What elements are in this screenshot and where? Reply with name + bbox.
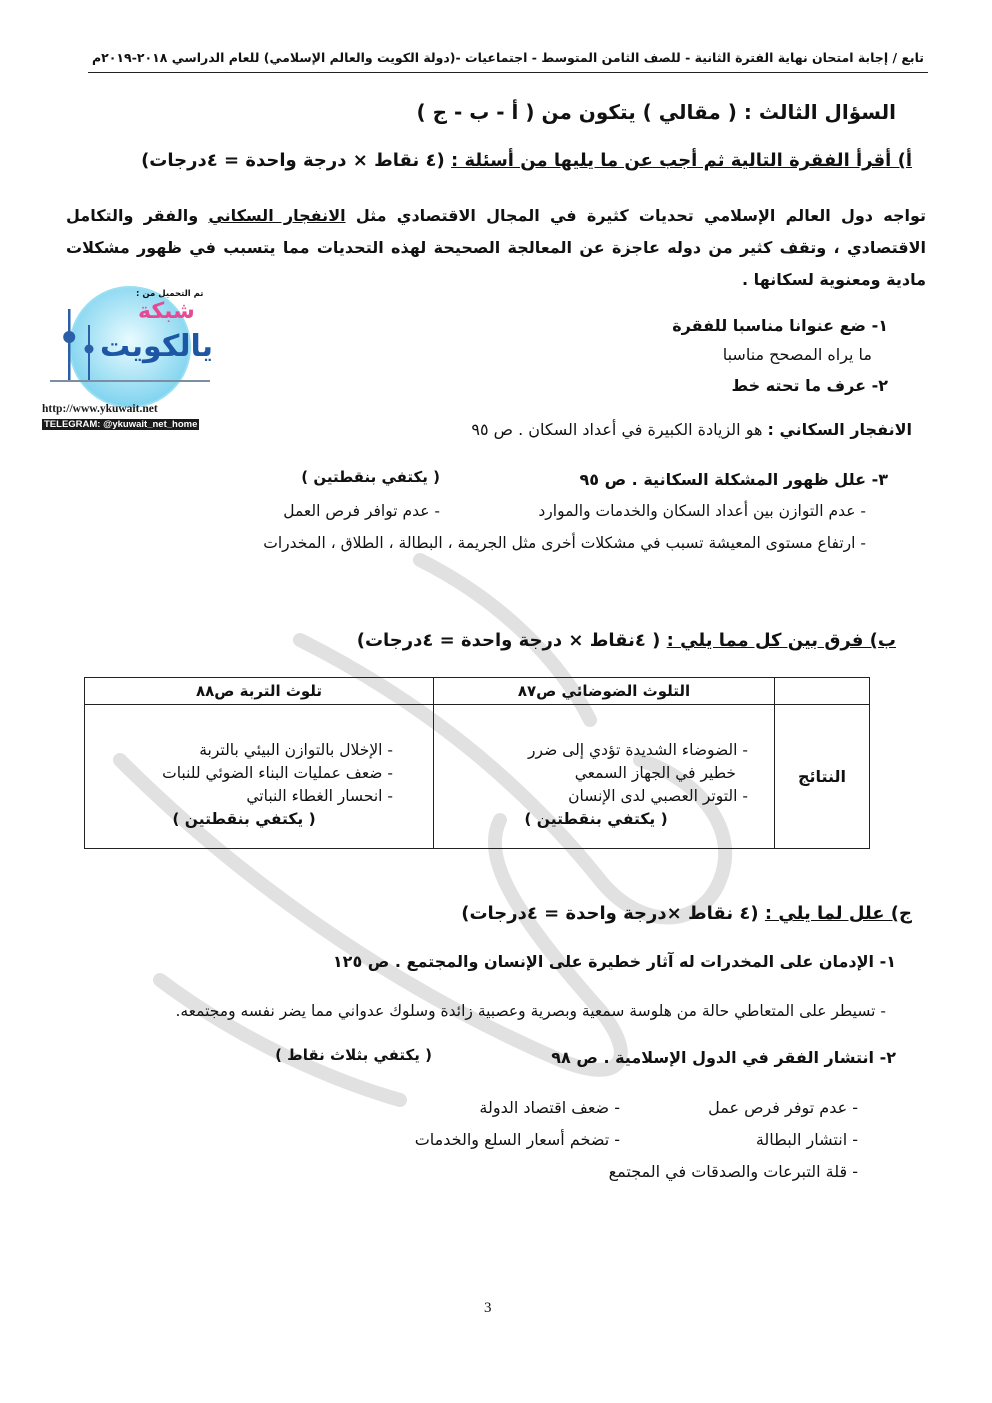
a3-item-2-text: عدم توافر فرص العمل — [283, 502, 430, 520]
table-header-row — [85, 678, 870, 705]
poverty-cause-5-text: قلة التبرعات والصدقات في المجتمع — [608, 1162, 848, 1181]
soil-item-1: - الإخلال بالتوازن البيئي بالتربة — [199, 741, 393, 759]
logo-caption: تم التحميل من : — [136, 289, 204, 299]
table-cell-noise — [434, 705, 775, 849]
page-number: 3 — [484, 1300, 492, 1316]
table-header-soil: تلوث التربة ص٨٨ — [85, 678, 434, 705]
a3-item-3-text: ارتفاع مستوى المعيشة تسبب في مشكلات أخرى مثل الجريمة ، البطالة ، الطلاق ، المخدرات — [263, 534, 856, 552]
part-b-marks: ( ٤نقاط × درجة واحدة = ٤درجات) — [356, 630, 661, 651]
part-c-heading-text: ج) علل لما يلي : — [764, 903, 912, 924]
paragraph-underlined-term: الانفجار السكاني — [208, 206, 346, 225]
definition-text: هو الزيادة الكبيرة في أعداد السكان . ص ٩٥ — [471, 420, 763, 439]
part-a-q3-note: ( يكتفي بنقطتين ) — [301, 468, 440, 486]
noise-item-1-text: الضوضاء الشديدة تؤدي إلى ضرر — [528, 741, 738, 759]
logo-url: http://www.ykuwait.net — [42, 403, 158, 415]
noise-item-1-cont — [444, 762, 748, 785]
table-header-noise: التلوث الضوضائي ص٨٧ — [434, 678, 775, 705]
part-a-heading — [141, 150, 912, 171]
soil-item-2: - ضعف عمليات البناء الضوئي للنبات — [162, 764, 393, 782]
soil-item-3-text: انحسار الغطاء النباتي — [246, 787, 383, 805]
header-divider — [88, 72, 928, 73]
noise-item-2: - التوتر العصبي لدى الإنسان — [568, 787, 748, 805]
poverty-cause-5: - قلة التبرعات والصدقات في المجتمع — [608, 1162, 858, 1181]
table-row-label: النتائج — [775, 705, 870, 849]
part-a-marks: (٤ نقاط × درجة واحدة = ٤درجات) — [141, 150, 445, 171]
part-c-marks: (٤ نقاط ×درجة واحدة = ٤درجات) — [461, 903, 759, 924]
comparison-table — [84, 677, 870, 849]
paragraph-pre: تواجه دول العالم الإسلامي تحديات كثيرة في المجال الاقتصادي مثل — [345, 206, 927, 225]
noise-note: ( يكتفي بنقطتين ) — [524, 810, 668, 828]
poverty-cause-4: - تضخم أسعار السلع والخدمات — [414, 1130, 620, 1149]
part-c-q2-note: ( يكتفي بثلاث نقاط ) — [275, 1046, 432, 1064]
part-c-a1-text: تسيطر على المتعاطي حالة من هلوسة سمعية وبصرية وعصبية زائدة وسلوك عدواني مما يضر نفسه ومجتمعه. — [175, 1002, 876, 1020]
noise-item-1: - الضوضاء الشديدة تؤدي إلى ضرر — [528, 741, 748, 759]
poverty-cause-1: - عدم توفر فرص عمل — [708, 1098, 858, 1117]
part-c-heading — [461, 903, 912, 924]
paragraph-post: والفقر والتكامل الاقتصادي ، وتقف كثير من دوله عاجزة عن المعالجة الصحيحة لهذه التحديات مما يتسبب في ظهور مشكلات مادية ومعنوية لسكانها . — [66, 206, 926, 289]
poverty-cause-1-text: عدم توفر فرص عمل — [708, 1098, 848, 1117]
soil-note: ( يكتفي بنقطتين ) — [172, 810, 316, 828]
part-a-heading-text: أ) أقرأ الفقرة التالية ثم أجب عن ما يليها من أسئلة : — [451, 150, 912, 171]
part-c-q1: ١- الإدمان على المخدرات له آثار خطيرة على الإنسان والمجتمع . ص ١٢٥ — [332, 952, 896, 971]
part-b-heading-text: ب) فرق بين كل مما يلي : — [666, 630, 896, 651]
a3-item-1-text: عدم التوازن بين أعداد السكان والخدمات والموارد — [538, 502, 856, 520]
part-a-a1: ما يراه المصحح مناسبا — [722, 345, 872, 364]
part-a-q1: ١- ضع عنوانا مناسبا للفقرة — [672, 316, 888, 335]
noise-item-2-text: التوتر العصبي لدى الإنسان — [568, 787, 738, 805]
logo-telegram: TELEGRAM: @ykuwait_net_home — [44, 419, 198, 430]
site-logo — [40, 285, 218, 435]
table-row — [85, 705, 870, 849]
soil-item-2-text: ضعف عمليات البناء الضوئي للنبات — [162, 764, 383, 782]
poverty-cause-4-text: تضخم أسعار السلع والخدمات — [414, 1130, 610, 1149]
part-a-a3-item-1: - عدم التوازن بين أعداد السكان والخدمات والموارد — [538, 502, 866, 520]
part-b-heading — [357, 630, 896, 651]
poverty-cause-2: - ضعف اقتصاد الدولة — [479, 1098, 620, 1117]
table-corner-cell — [775, 678, 870, 705]
question-title: السؤال الثالث : ( مقالي ) يتكون من ( أ - ب - ج ) — [416, 100, 896, 124]
soil-item-1-text: الإخلال بالتوازن البيئي بالتربة — [199, 741, 383, 759]
page-header: تابع / إجابة امتحان نهاية الفترة الثانية - للصف الثامن المتوسط - اجتماعيات -(دولة الكويت والعالم الإسلامي) للعام الدراسي ٢٠١٨-٢٠١٩م — [91, 50, 924, 65]
poverty-cause-3-text: انتشار البطالة — [755, 1130, 848, 1149]
part-a-q3: ٣- علل ظهور المشكلة السكانية . ص ٩٥ — [579, 470, 888, 489]
table-cell-soil — [85, 705, 434, 849]
noise-item-1-cont-text: خطير في الجهاز السمعي — [574, 764, 736, 782]
part-a-a3-item-3: - ارتفاع مستوى المعيشة تسبب في مشكلات أخرى مثل الجريمة ، البطالة ، الطلاق ، المخدرات — [263, 534, 866, 552]
part-a-a3-item-2: - عدم توافر فرص العمل — [283, 502, 440, 520]
definition-term: الانفجار السكاني : — [767, 420, 912, 439]
part-a-paragraph — [66, 200, 926, 296]
part-a-a2 — [471, 420, 912, 439]
soil-item-3: - انحسار الغطاء النباتي — [246, 787, 393, 805]
poverty-cause-2-text: ضعف اقتصاد الدولة — [479, 1098, 610, 1117]
part-c-q2: ٢- انتشار الفقر في الدول الإسلامية . ص ٩٨ — [551, 1048, 896, 1067]
part-c-a1: - تسيطر على المتعاطي حالة من هلوسة سمعية وبصرية وعصبية زائدة وسلوك عدواني مما يضر نفسه ومجتمعه. — [175, 1002, 886, 1020]
part-a-q2: ٢- عرف ما تحته خط — [731, 376, 888, 395]
logo-brand-main: يالكويت — [100, 329, 214, 364]
logo-brand-top: شبكة — [138, 299, 195, 324]
poverty-cause-3: - انتشار البطالة — [755, 1130, 858, 1149]
